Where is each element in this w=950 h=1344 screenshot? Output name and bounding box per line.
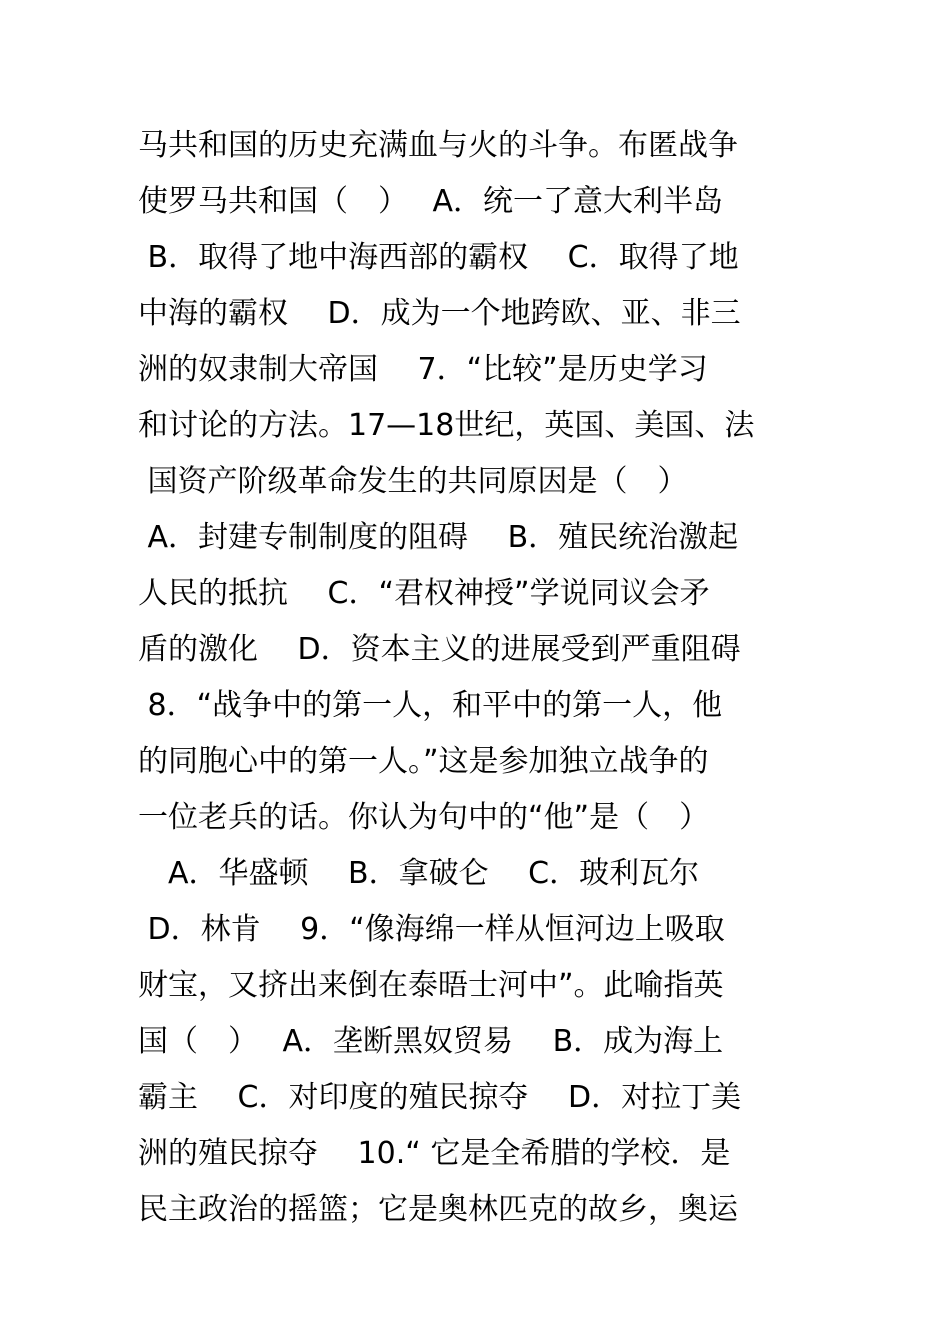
text-line-14: A．华盛顿 B．拿破仑 C．玻利瓦尔 [138, 856, 700, 891]
text-line-20: 民主政治的摇篮；它是奥林匹克的故乡，奥运 [138, 1192, 738, 1227]
text-line-1: 马共和国的历史充满血与火的斗争。布匿战争 [138, 128, 738, 163]
text-line-13: 一位老兵的话。你认为句中的“他”是（ ） [138, 800, 710, 835]
text-line-12: 的同胞心中的第一人。”这是参加独立战争的 [138, 744, 709, 779]
text-line-5: 洲的奴隶制大帝国 7．“比较”是历史学习 [138, 352, 708, 387]
text-line-3: B．取得了地中海西部的霸权 C．取得了地 [138, 240, 739, 275]
text-line-6: 和讨论的方法。17—18世纪，英国、美国、法 [138, 408, 755, 443]
text-line-9: 人民的抵抗 C．“君权神授”学说同议会矛 [138, 576, 710, 611]
text-line-10: 盾的激化 D．资本主义的进展受到严重阻碍 [138, 632, 741, 667]
text-line-18: 霸主 C．对印度的殖民掠夺 D．对拉丁美 [138, 1080, 742, 1115]
text-line-2: 使罗马共和国（ ） A．统一了意大利半岛 [138, 184, 724, 219]
text-line-7: 国资产阶级革命发生的共同原因是（ ） [138, 464, 688, 499]
exam-question-text [138, 118, 828, 1238]
text-line-11: 8．“战争中的第一人，和平中的第一人，他 [138, 688, 723, 723]
text-line-8: A．封建专制制度的阻碍 B．殖民统治激起 [138, 520, 739, 555]
text-line-4: 中海的霸权 D．成为一个地跨欧、亚、非三 [138, 296, 741, 331]
text-line-17: 国（ ） A．垄断黑奴贸易 B．成为海上 [138, 1024, 724, 1059]
text-line-15: D．林肯 9．“像海绵一样从恒河边上吸取 [138, 912, 725, 947]
text-line-19: 洲的殖民掠夺 10.“ 它是全希腊的学校．是 [138, 1136, 731, 1171]
text-line-16: 财宝，又挤出来倒在泰晤士河中”。此喻指英 [138, 968, 724, 1003]
